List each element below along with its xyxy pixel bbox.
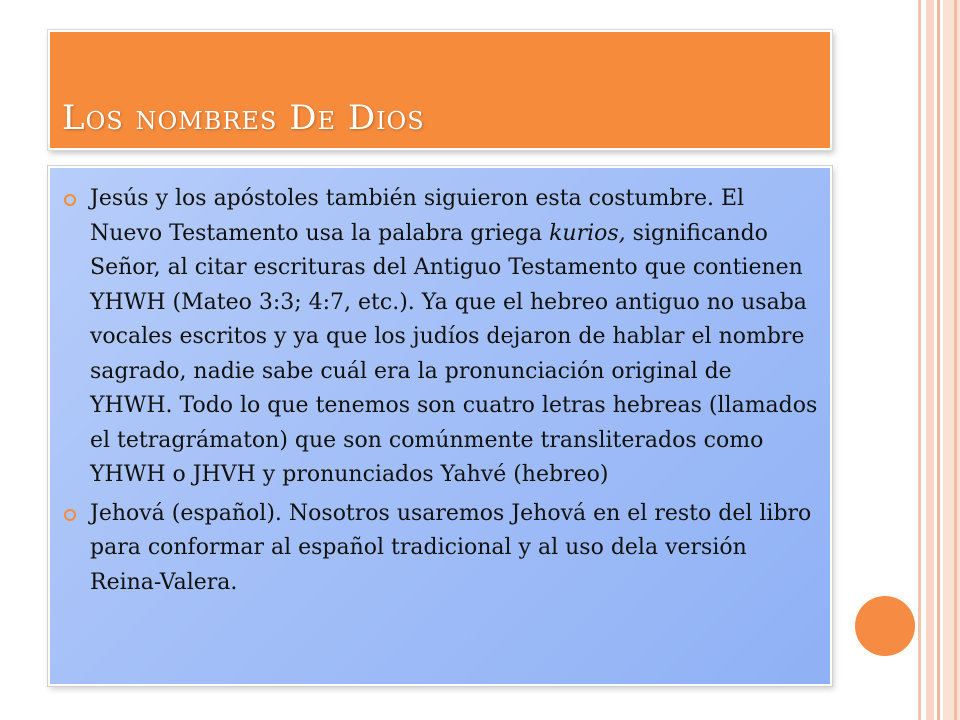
slide-title: Los nombres De Dios [62, 98, 425, 138]
bullet-emphasis: kurios, [549, 220, 626, 246]
decorative-circle [855, 596, 915, 656]
bullet-text: Jehová (español). Nosotros usaremos Jehová en el resto del libro para conformar al español tradicional y al uso dela versión Reina-Valera. [90, 500, 812, 595]
title-box [48, 30, 832, 150]
decorative-stripe [954, 0, 957, 720]
bullet-text: Jesús y los apóstoles también siguieron esta costumbre. El Nuevo Testamento usa la palabra griega [90, 186, 745, 246]
bullet-item [90, 182, 820, 493]
bullet-item [90, 497, 820, 601]
decorative-stripe [937, 0, 940, 720]
bullet-list [50, 168, 830, 600]
decorative-stripe [918, 0, 921, 720]
bullet-icon [64, 194, 76, 206]
decorative-stripe [926, 0, 934, 720]
bullet-text: significando Señor, al citar escrituras del Antiguo Testamento que contienen YHWH (Mateo 3:3; 4:7, etc.). Ya que el hebreo antiguo no usaba vocales escritos y ya que los judíos dejaron de hablar el nombre sagrado, nadie sabe cuál era la pronunciación original de YHWH. Todo lo que tenemos son cuatro letras hebreas (llamados el tetragrámaton) que son comúnmente transliterados como YHWH o JHVH y pronunciados Yahvé (hebreo) [90, 220, 818, 487]
decorative-stripe [943, 0, 960, 720]
bullet-icon [64, 509, 76, 521]
content-box [48, 166, 832, 686]
